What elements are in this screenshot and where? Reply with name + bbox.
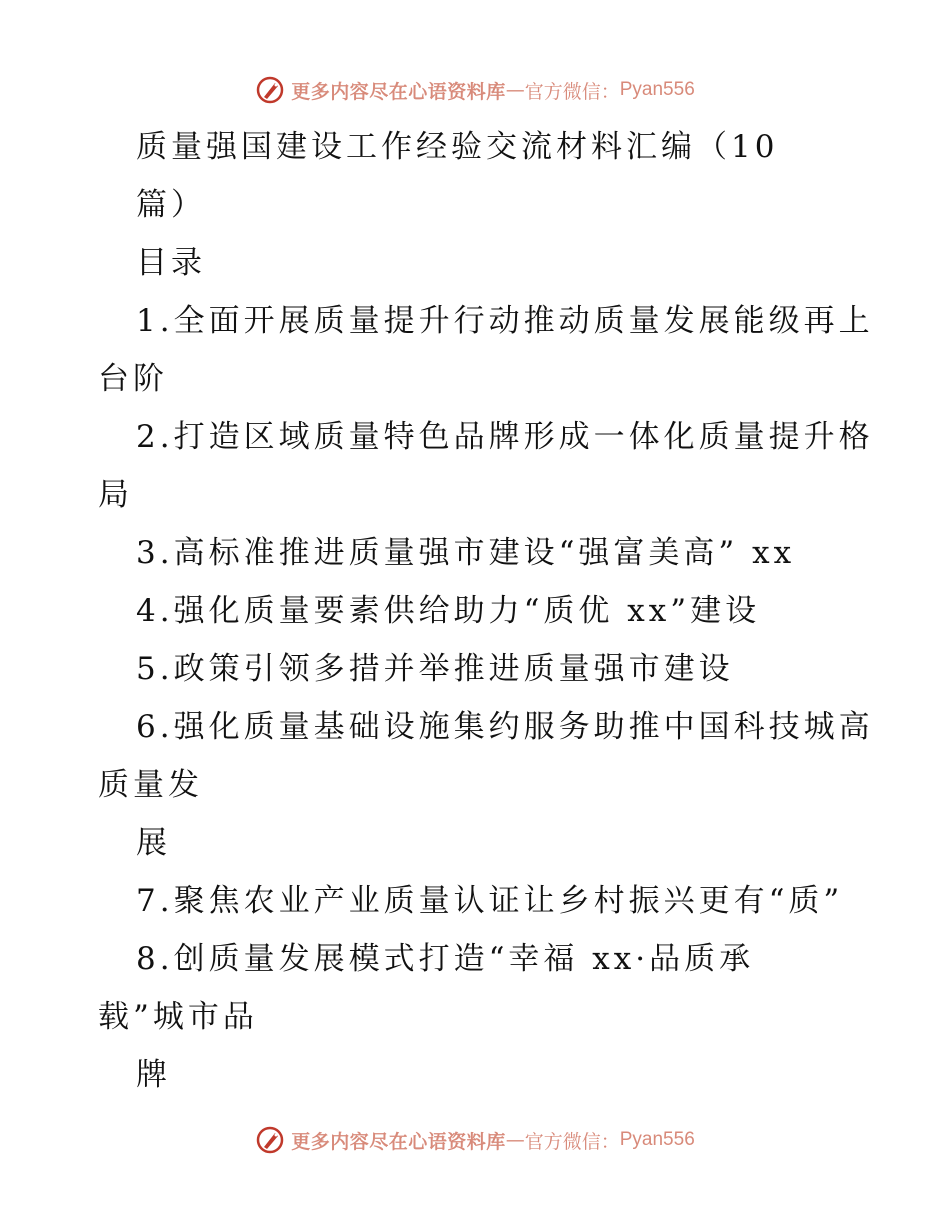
watermark-wechat-code: Pyan556 xyxy=(619,79,695,100)
watermark-official-label: 官方微信： xyxy=(524,1130,620,1153)
watermark-wechat-code: Pyan556 xyxy=(619,1129,695,1150)
toc-item-7: 7.聚焦农业产业质量认证让乡村振兴更有“质” xyxy=(136,883,844,919)
toc-item-6-cont-2: 展 xyxy=(136,825,171,861)
toc-item-2: 2.打造区域质量特色品牌形成一体化质量提升格 xyxy=(136,419,874,455)
toc-item-5: 5.政策引领多措并举推进质量强市建设 xyxy=(136,651,734,687)
watermark-separator: — xyxy=(505,1129,525,1151)
toc-item-8: 8.创质量发展模式打造“幸福 xx·品质承 xyxy=(136,941,755,977)
toc-item-3: 3.高标准推进质量强市建设“强富美高” xx xyxy=(136,535,796,571)
toc-item-4: 4.强化质量要素供给助力“质优 xx”建设 xyxy=(136,593,761,629)
toc-item-8-cont: 载”城市品 xyxy=(98,999,258,1035)
footer-watermark xyxy=(0,1120,950,1160)
watermark-main-text: 更多内容尽在心语资料库 xyxy=(291,1130,506,1153)
toc-item-1: 1.全面开展质量提升行动推动质量发展能级再上 xyxy=(136,303,874,339)
toc-heading: 目录 xyxy=(136,245,206,281)
document-title-line-2: 篇） xyxy=(136,187,206,223)
toc-item-8-cont-2: 牌 xyxy=(136,1057,171,1093)
watermark-main-text: 更多内容尽在心语资料库 xyxy=(291,80,506,103)
document-title-line-1: 质量强国建设工作经验交流材料汇编（10 xyxy=(136,129,779,165)
watermark-official-label: 官方微信： xyxy=(524,80,620,103)
toc-item-6-cont: 质量发 xyxy=(98,767,203,803)
watermark-separator: — xyxy=(505,79,525,101)
pen-nib-circle-icon xyxy=(255,1125,285,1155)
toc-item-2-cont: 局 xyxy=(98,477,133,513)
toc-item-6: 6.强化质量基础设施集约服务助推中国科技城高 xyxy=(136,709,874,745)
toc-item-1-cont: 台阶 xyxy=(98,361,168,397)
pen-nib-circle-icon xyxy=(255,75,285,105)
header-watermark xyxy=(0,70,950,110)
